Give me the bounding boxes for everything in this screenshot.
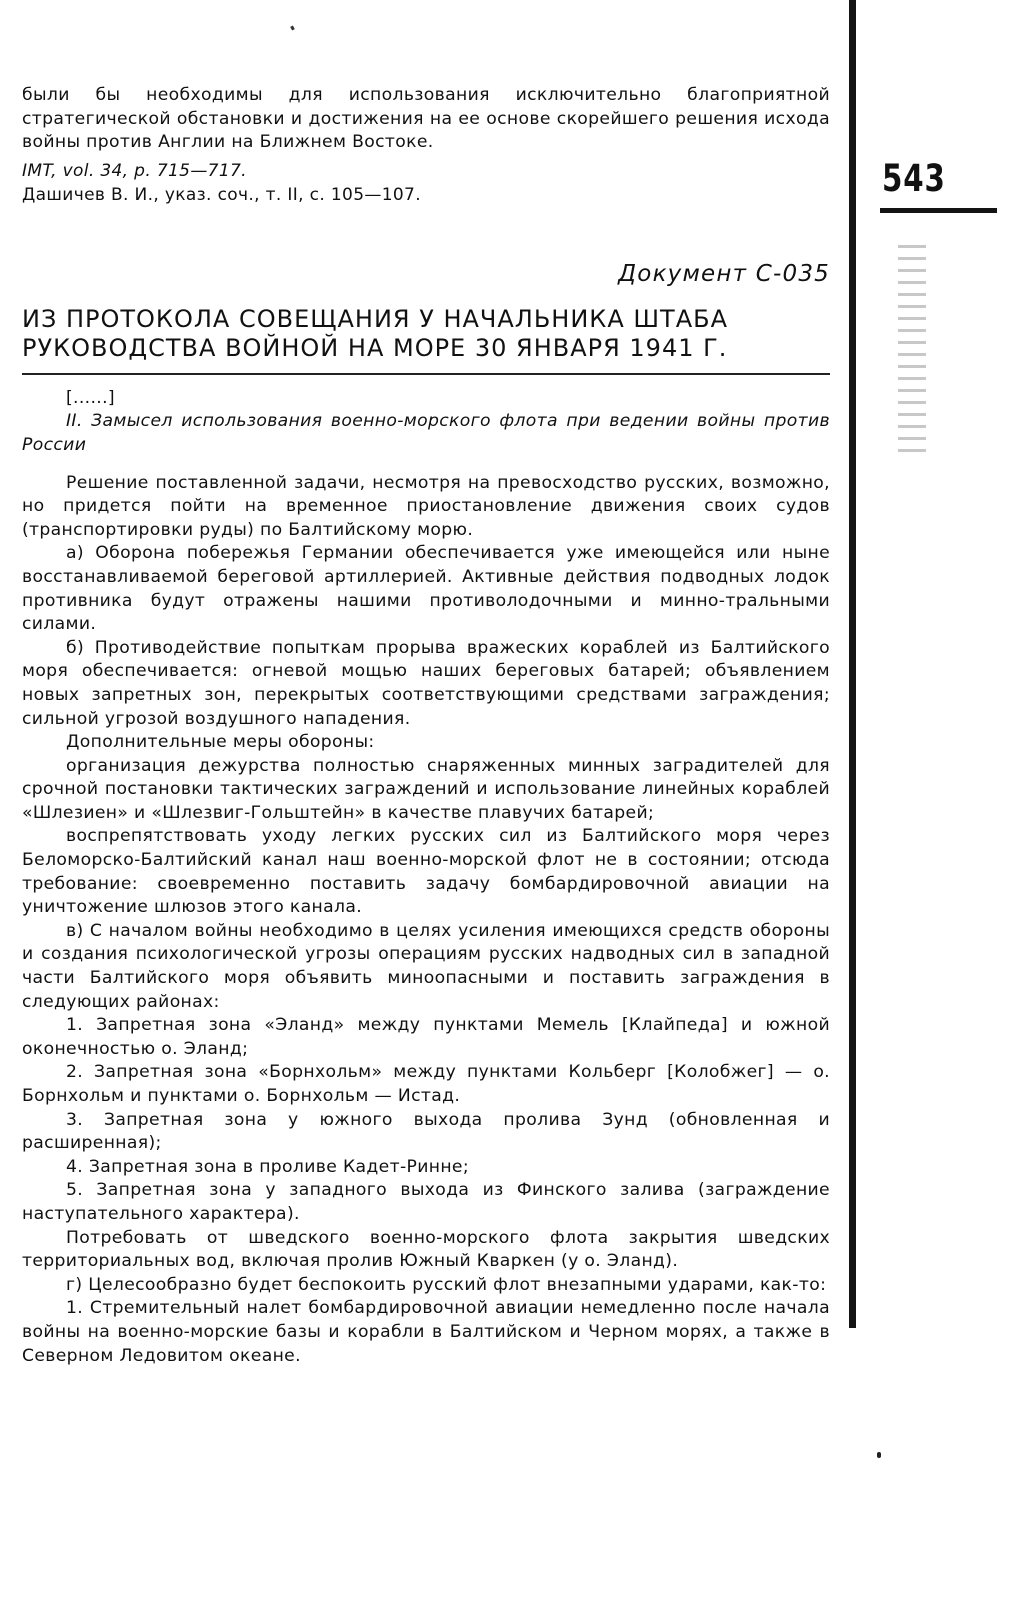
page-number-rule	[880, 208, 997, 213]
source-citation-2: Дашичев В. И., указ. соч., т. II, с. 105—107.	[22, 184, 421, 205]
page-number: 543	[882, 157, 946, 200]
document-title: ИЗ ПРОТОКОЛА СОВЕЩАНИЯ У НАЧАЛЬНИКА ШТАБА РУКОВОДСТВА ВОЙНОЙ НА МОРЕ 30 ЯНВАРЯ 1941 Г.	[22, 304, 729, 362]
paragraph: в) С началом войны необходимо в целях усиления имеющихся средств обороны и создания психологической угрозы операциям русских надводных сил в западной части Балтийского моря объявить миноопасными и поставить заграждения в следующих районах:	[22, 920, 830, 1012]
scan-speck	[290, 26, 295, 31]
intro-paragraph: были бы необходимы для использования исключительно благоприятной стратегической обстановки и достижения на ее основе скорейшего решения исхода войны против Англии на Ближнем Востоке.	[22, 85, 830, 153]
source-citation-1: IMT, vol. 34, p. 715—717.	[22, 160, 247, 181]
scan-speck	[877, 1452, 881, 1458]
paragraph: воспрепятствовать уходу легких русских сил из Балтийского моря через Беломорско-Балтийский канал наш военно-морской флот не в состоянии; отсюда требование: своевременно поставить задачу бомбардировочной авиации на уничтожение шлюзов этого канала.	[22, 826, 830, 918]
paragraph: Потребовать от шведского военно-морского флота закрытия шведских территориальных вод, включая пролив Южный Кваркен (у о. Эланд).	[22, 1227, 830, 1272]
list-item: 1. Стремительный налет бомбардировочной авиации немедленно после начала войны на военно-морские базы и корабли в Балтийском и Черном морях, а также в Северном Ледовитом океане.	[22, 1298, 830, 1366]
list-item: 2. Запретная зона «Борнхольм» между пунктами Кольберг [Колобжег] — о. Борнхольм и пунктами о. Борнхольм — Истад.	[22, 1062, 830, 1106]
list-item: 5. Запретная зона у западного выхода из Финского залива (заграждение наступательного характера).	[22, 1180, 830, 1224]
library-stamp-mark	[898, 236, 926, 476]
document-body	[22, 84, 830, 1368]
list-item: 4. Запретная зона в проливе Кадет-Ринне;	[66, 1156, 469, 1177]
section-heading: II. Замысел использования военно-морского флота при ведении войны против России	[22, 411, 830, 455]
document-label: Документ С-035	[618, 260, 830, 287]
list-item: 1. Запретная зона «Эланд» между пунктами Мемель [Клайпеда] и южной оконечностью о. Эланд;	[22, 1015, 830, 1059]
paragraph: а) Оборона побережья Германии обеспечивается уже имеющейся или ныне восстанавливаемой береговой артиллерией. Активные действия подводных лодок противника будут отражены нашими противолодочными и минно-тральными силами.	[22, 543, 830, 635]
paragraph: г) Целесообразно будет беспокоить русский флот внезапными ударами, как-то:	[66, 1274, 827, 1295]
paragraph: организация дежурства полностью снаряженных минных заградителей для срочной постановки тактических заграждений и использование линейных кораблей «Шлезиен» и «Шлезвиг-Гольштейн» в качестве плавучих батарей;	[22, 755, 830, 823]
paragraph: Дополнительные меры обороны:	[66, 732, 375, 753]
margin-vertical-rule	[849, 0, 856, 1328]
title-rule	[22, 373, 830, 375]
ellipsis-marker: [......]	[66, 387, 115, 408]
paragraph: б) Противодействие попыткам прорыва вражеских кораблей из Балтийского моря обеспечивается: огневой мощью наших береговых батарей; объявлением новых запретных зон, перекрытых соответствующими средствами заграждения; сильной угрозой воздушного нападения.	[22, 637, 830, 729]
paragraph: Решение поставленной задачи, несмотря на превосходство русских, возможно, но придется пойти на временное приостановление движения своих судов (транспортировки руды) по Балтийскому морю.	[22, 472, 830, 540]
list-item: 3. Запретная зона у южного выхода пролива Зунд (обновленная и расширенная);	[22, 1109, 830, 1154]
